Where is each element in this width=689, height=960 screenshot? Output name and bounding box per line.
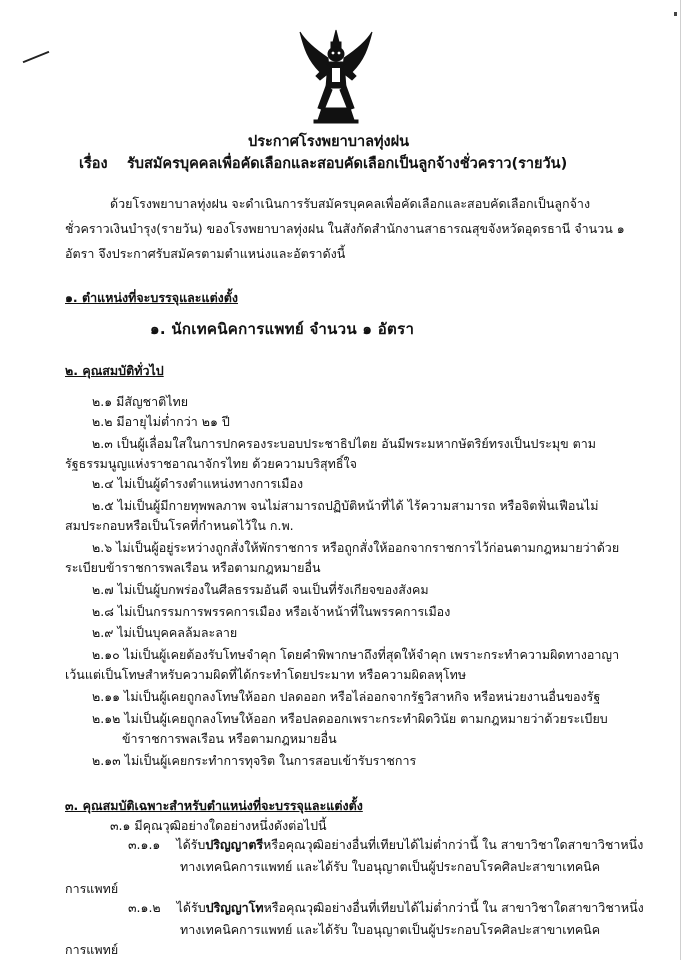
intro-line-1: ด้วยโรงพยาบาลทุ่งฝน จะดำเนินการรับสมัครบุคคลเพื่อคัดเลือกและสอบคัดเลือกเป็นลูกจ้าง — [110, 196, 591, 211]
degree-name: ปริญญาโท — [205, 900, 264, 915]
section-2-item-cont: ระเบียบข้าราชการพลเรือน หรือตามกฎหมายอื่น — [65, 560, 321, 575]
qualification-rest: หรือคุณวุฒิอย่างอื่นที่เทียบได้ไม่ต่ำกว่านี้ ใน สาขาวิชาใดสาขาวิชาหนึ่ง — [263, 900, 644, 915]
intro-line-2: ชั่วคราวเงินบำรุง(รายวัน) ของโรงพยาบาลทุ่งฝน ในสังกัดสำนักงานสาธารณสุขจังหวัดอุดรธานี จำนวน ๑ — [65, 221, 625, 236]
qualification-number: ๓.๑.๑ — [128, 837, 161, 852]
qualification-cont: ทางเทคนิคการแพทย์ และได้รับ ใบอนุญาตเป็นผู้ประกอบโรคศิลปะสาขาเทคนิค — [180, 859, 601, 874]
section-2-item-cont: ข้าราชการพลเรือน หรือตามกฎหมายอื่น — [122, 731, 337, 746]
garuda-emblem-icon — [298, 28, 374, 124]
section-2-item: ๒.๓ เป็นผู้เลื่อมใสในการปกครองระบอบประชาธิปไตย อันมีพระมหากษัตริย์ทรงเป็นประมุข ตาม — [92, 436, 597, 451]
section-2-item: ๒.๖ ไม่เป็นผู้อยู่ระหว่างถูกสั่งให้พักราชการ หรือถูกสั่งให้ออกจากราชการไว้ก่อนตามกฎหมายว่าด้วย — [92, 540, 620, 555]
section-2-item: ๒.๗ ไม่เป็นผู้บกพร่องในศีลธรรมอันดี จนเป็นที่รังเกียจของสังคม — [92, 582, 429, 597]
announcement-title: ประกาศโรงพยาบาลทุ่งฝน — [248, 134, 410, 150]
section-2-item: ๒.๑๑ ไม่เป็นผู้เคยถูกลงโทษให้ออก ปลดออก หรือไล่ออกจากรัฐวิสาหกิจ หรือหน่วยงานอื่นของรัฐ — [92, 689, 601, 704]
qualification-pre: ได้รับ — [176, 837, 206, 852]
qualification-item — [128, 898, 644, 918]
position-line: ๑. นักเทคนิคการแพทย์ จำนวน ๑ อัตรา — [150, 320, 415, 338]
section-2-heading: ๒. คุณสมบัติทั่วไป — [65, 363, 164, 378]
scan-pen-mark — [23, 51, 50, 63]
section-2-item: ๒.๑ มีสัญชาติไทย — [92, 394, 189, 409]
section-2-item-cont: รัฐธรรมนูญแห่งราชอาณาจักรไทย ด้วยความบริสุทธิ์ใจ — [65, 456, 357, 471]
section-2-item: ๒.๘ ไม่เป็นกรรมการพรรคการเมือง หรือเจ้าหน้าที่ในพรรคการเมือง — [92, 604, 451, 619]
qualification-cont: ทางเทคนิคการแพทย์ และได้รับ ใบอนุญาตเป็นผู้ประกอบโรคศิลปะสาขาเทคนิค — [180, 922, 601, 937]
qualification-rest: หรือคุณวุฒิอย่างอื่นที่เทียบได้ไม่ต่ำกว่านี้ ใน สาขาวิชาใดสาขาวิชาหนึ่ง — [263, 837, 644, 852]
section-2-item: ๒.๑๓ ไม่เป็นผู้เคยกระทำการทุจริต ในการสอบเข้ารับราชการ — [92, 753, 417, 768]
section-2-item: ๒.๔ ไม่เป็นผู้ดำรงตำแหน่งทางการเมือง — [92, 476, 304, 491]
section-2-item-cont: เว้นแต่เป็นโทษสำหรับความผิดที่ได้กระทำโดยประมาท หรือความผิดลหุโทษ — [65, 667, 467, 682]
section-2-item: ๒.๙ ไม่เป็นบุคคลล้มละลาย — [92, 625, 238, 640]
subject-label: เรื่อง — [79, 156, 108, 172]
qualification-cont: การแพทย์ — [65, 942, 119, 957]
section-2-item: ๒.๑๐ ไม่เป็นผู้เคยต้องรับโทษจำคุก โดยคำพิพากษาถึงที่สุดให้จำคุก เพราะกระทำความผิดทางอาญา — [92, 647, 620, 662]
section-3-heading: ๓. คุณสมบัติเฉพาะสำหรับตำแหน่งที่จะบรรจุและแต่งตั้ง — [65, 798, 363, 813]
section-3-sub: ๓.๑ มีคุณวุฒิอย่างใดอย่างหนึ่งดังต่อไปนี้ — [110, 818, 327, 833]
scan-corner-mark — [674, 12, 677, 16]
section-1-heading: ๑. ตำแหน่งที่จะบรรจุและแต่งตั้ง — [65, 290, 239, 305]
subject-text: รับสมัครบุคคลเพื่อคัดเลือกและสอบคัดเลือกเป็นลูกจ้างชั่วคราว(รายวัน) — [127, 156, 568, 172]
qualification-pre: ได้รับ — [176, 900, 206, 915]
intro-line-3: อัตรา จึงประกาศรับสมัครตามตำแหน่งและอัตราดังนี้ — [65, 246, 346, 261]
qualification-item — [128, 835, 643, 855]
section-2-item: ๒.๑๒ ไม่เป็นผู้เคยถูกลงโทษให้ออก หรือปลดออกเพราะกระทำผิดวินัย ตามกฎหมายว่าด้วยระเบียบ — [92, 711, 608, 726]
qualification-cont: การแพทย์ — [65, 881, 119, 896]
scan-edge-line — [680, 0, 681, 960]
section-2-item: ๒.๒ มีอายุไม่ต่ำกว่า ๒๑ ปี — [92, 414, 230, 429]
degree-name: ปริญญาตรี — [205, 837, 264, 852]
section-2-item: ๒.๕ ไม่เป็นผู้มีกายทุพพลภาพ จนไม่สามารถปฏิบัติหน้าที่ได้ ไร้ความสามารถ หรือจิตฟั่นเฟือนไม่ — [92, 498, 599, 513]
section-2-item-cont: สมประกอบหรือเป็นโรคที่กำหนดไว้ใน ก.พ. — [65, 518, 294, 533]
qualification-number: ๓.๑.๒ — [128, 900, 161, 915]
